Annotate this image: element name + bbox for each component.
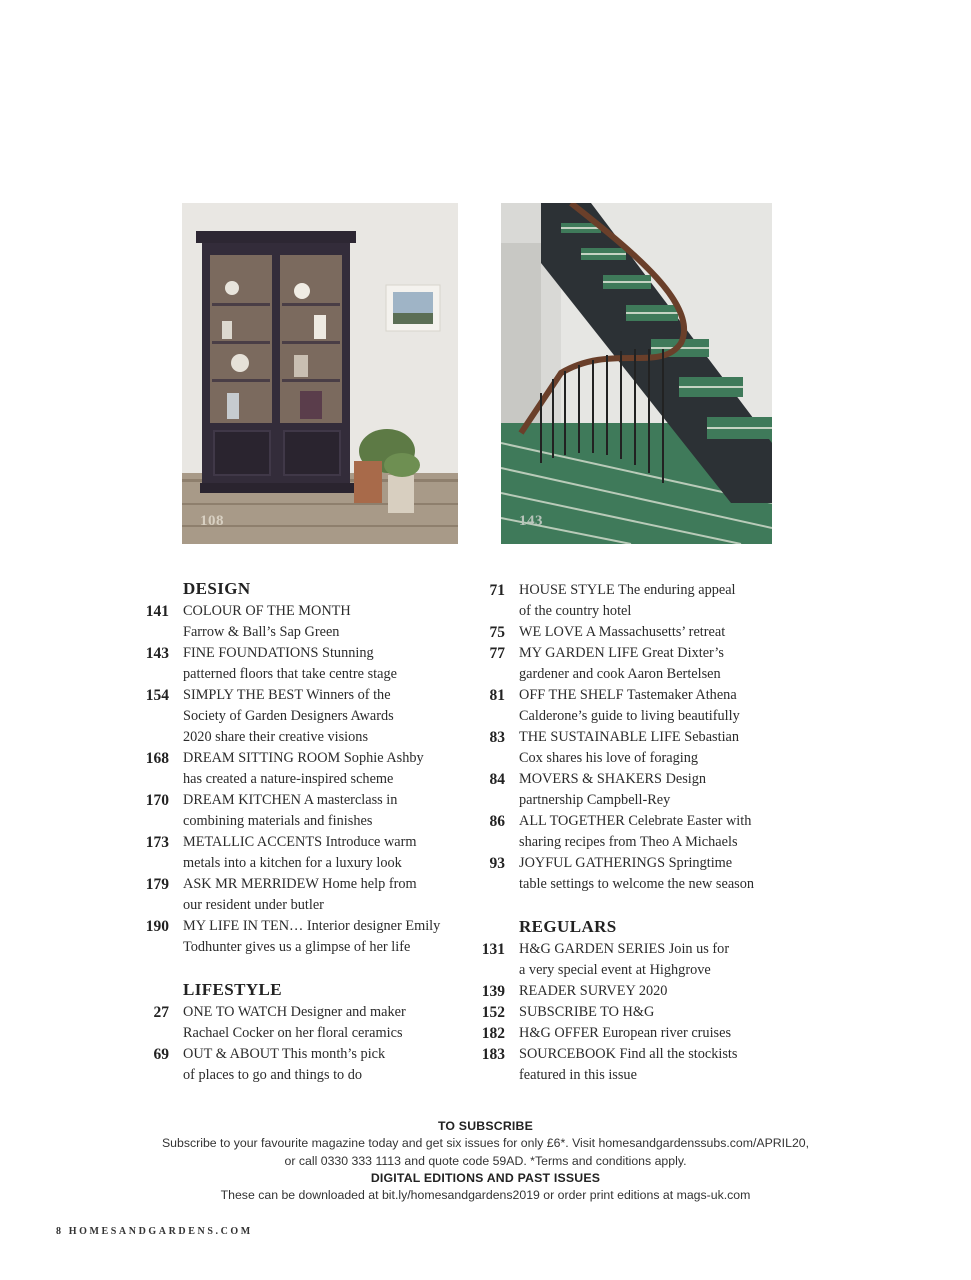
page-number: 143 bbox=[145, 645, 169, 662]
contents-left-column bbox=[136, 577, 456, 1086]
contents-entry[interactable] bbox=[136, 1002, 456, 1044]
contents-right-column bbox=[472, 580, 792, 1086]
entry-text: H&G OFFER European river cruises bbox=[519, 1025, 732, 1041]
contents-entry[interactable] bbox=[472, 769, 792, 811]
contents-entry[interactable] bbox=[472, 1002, 792, 1023]
contents-entry[interactable] bbox=[472, 1044, 792, 1086]
page-number: 190 bbox=[145, 918, 169, 935]
page-number: 168 bbox=[145, 750, 169, 767]
contents-entry[interactable] bbox=[136, 832, 456, 874]
contents-entry[interactable] bbox=[472, 1023, 792, 1044]
page-number: 141 bbox=[145, 603, 169, 620]
entry-text: SUBSCRIBE TO H&G bbox=[519, 1004, 655, 1020]
contents-entry[interactable] bbox=[472, 580, 792, 622]
entry-text: OUT & ABOUT This month’s pick of places to go and things to do bbox=[183, 1046, 386, 1083]
section-heading-regulars: REGULARS bbox=[519, 917, 617, 936]
subscribe-heading: TO SUBSCRIBE bbox=[437, 1119, 534, 1133]
page-number: 183 bbox=[481, 1046, 505, 1063]
page-number: 131 bbox=[481, 941, 505, 958]
entry-text: SIMPLY THE BEST Winners of the Society of Garden Designers Awards 2020 share their creative visions bbox=[183, 687, 394, 745]
page-number: 86 bbox=[489, 813, 505, 830]
contents-entry[interactable] bbox=[136, 685, 456, 748]
photo-page-number: 108 bbox=[200, 513, 224, 529]
entry-text: READER SURVEY 2020 bbox=[519, 983, 668, 999]
staircase-illustration bbox=[501, 203, 772, 544]
page-number: 170 bbox=[145, 792, 169, 809]
page-number: 93 bbox=[489, 855, 505, 872]
page-number: 173 bbox=[145, 834, 169, 851]
entry-text: METALLIC ACCENTS Introduce warm metals into a kitchen for a luxury look bbox=[183, 834, 417, 871]
contents-entry[interactable] bbox=[136, 748, 456, 790]
contents-entry[interactable] bbox=[136, 790, 456, 832]
page-number: 152 bbox=[481, 1004, 505, 1021]
digital-editions-text: These can be downloaded at bit.ly/homesandgardens2019 or order print editions at mags-uk.com bbox=[220, 1188, 751, 1203]
entry-text: WE LOVE A Massachusetts’ retreat bbox=[519, 624, 726, 640]
contents-entry[interactable] bbox=[136, 916, 456, 958]
entry-text: JOYFUL GATHERINGS Springtime table settings to welcome the new season bbox=[519, 855, 755, 892]
entry-text: OFF THE SHELF Tastemaker Athena Calderone’s guide to living beautifully bbox=[519, 687, 740, 724]
entry-text: SOURCEBOOK Find all the stockists featured in this issue bbox=[519, 1046, 738, 1083]
entry-text: HOUSE STYLE The enduring appeal of the country hotel bbox=[519, 582, 736, 619]
cabinet-illustration bbox=[182, 203, 458, 544]
page-number: 182 bbox=[481, 1025, 505, 1042]
entry-text: MY GARDEN LIFE Great Dixter’s gardener and cook Aaron Bertelsen bbox=[519, 645, 724, 682]
contents-entry[interactable] bbox=[472, 622, 792, 643]
contents-entry[interactable] bbox=[472, 939, 792, 981]
contents-entry[interactable] bbox=[472, 853, 792, 895]
subscribe-info bbox=[0, 1118, 971, 1204]
digital-editions-heading: DIGITAL EDITIONS AND PAST ISSUES bbox=[370, 1170, 601, 1185]
contents-entry[interactable] bbox=[472, 981, 792, 1002]
contents-entry[interactable] bbox=[472, 685, 792, 727]
entry-text: H&G GARDEN SERIES Join us for a very special event at Highgrove bbox=[519, 941, 730, 978]
contents-entry[interactable] bbox=[472, 727, 792, 769]
contents-entry[interactable] bbox=[136, 643, 456, 685]
entry-text: MOVERS & SHAKERS Design partnership Campbell-Rey bbox=[519, 771, 707, 808]
entry-text: DREAM KITCHEN A masterclass in combining materials and finishes bbox=[183, 792, 398, 829]
photo-page-number: 143 bbox=[519, 513, 543, 529]
page-number: 71 bbox=[489, 582, 505, 599]
cabinet-photo bbox=[182, 203, 458, 544]
page-number: 75 bbox=[489, 624, 505, 641]
entry-text: ASK MR MERRIDEW Home help from our resident under butler bbox=[183, 876, 417, 913]
page-number: 81 bbox=[489, 687, 505, 704]
contents-entry[interactable] bbox=[472, 811, 792, 853]
entry-text: COLOUR OF THE MONTH Farrow & Ball’s Sap Green bbox=[183, 603, 351, 640]
subscribe-text-line: or call 0330 333 1113 and quote code 59AD. *Terms and conditions apply. bbox=[284, 1153, 687, 1168]
entry-text: DREAM SITTING ROOM Sophie Ashby has created a nature-inspired scheme bbox=[183, 750, 424, 787]
contents-entry[interactable] bbox=[136, 1044, 456, 1086]
page-number: 77 bbox=[489, 645, 505, 662]
contents-entry[interactable] bbox=[136, 601, 456, 643]
section-heading-lifestyle: LIFESTYLE bbox=[183, 980, 283, 999]
entry-text: MY LIFE IN TEN… Interior designer Emily Todhunter gives us a glimpse of her life bbox=[183, 918, 441, 955]
subscribe-text-line: Subscribe to your favourite magazine today and get six issues for only £6*. Visit homesandgardenssubs.com/APRIL20, bbox=[161, 1136, 810, 1151]
entry-text: FINE FOUNDATIONS Stunning patterned floors that take centre stage bbox=[183, 645, 397, 682]
section-heading-design: DESIGN bbox=[183, 579, 251, 598]
entry-text: ONE TO WATCH Designer and maker Rachael Cocker on her floral ceramics bbox=[183, 1004, 406, 1041]
staircase-photo bbox=[501, 203, 772, 544]
page-number: 84 bbox=[489, 771, 505, 788]
entry-text: ALL TOGETHER Celebrate Easter with sharing recipes from Theo A Michaels bbox=[519, 813, 752, 850]
page-number: 27 bbox=[153, 1004, 169, 1021]
page-number: 139 bbox=[481, 983, 505, 1000]
page-footer: 8 HOMESANDGARDENS.COM bbox=[56, 1226, 253, 1237]
page-number: 83 bbox=[489, 729, 505, 746]
page-number: 179 bbox=[145, 876, 169, 893]
page-number: 154 bbox=[145, 687, 169, 704]
contents-entry[interactable] bbox=[136, 874, 456, 916]
page-number: 69 bbox=[153, 1046, 169, 1063]
entry-text: THE SUSTAINABLE LIFE Sebastian Cox shares his love of foraging bbox=[519, 729, 740, 766]
contents-entry[interactable] bbox=[472, 643, 792, 685]
